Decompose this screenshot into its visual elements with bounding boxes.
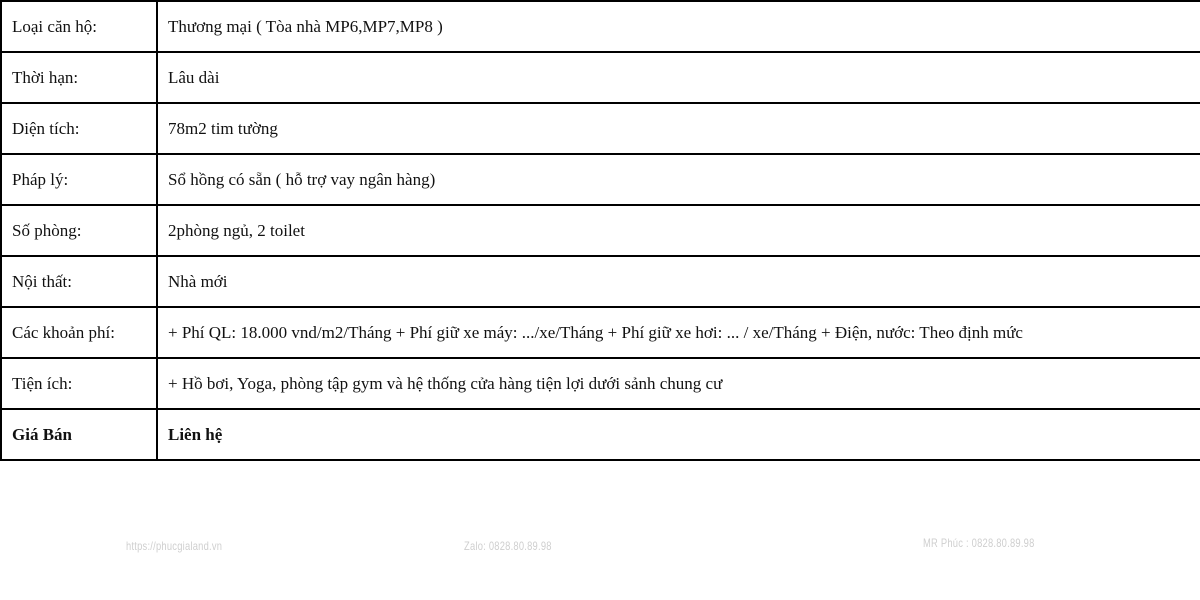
row-value: + Phí QL: 18.000 vnd/m2/Tháng + Phí giữ xe máy: .../xe/Tháng + Phí giữ xe hơi: ... / xe/Tháng + Điện, nước: Theo định mức: [157, 307, 1200, 358]
row-value: Thương mại ( Tòa nhà MP6,MP7,MP8 ): [157, 1, 1200, 52]
table-row-amenities: [1, 358, 1200, 409]
row-value: Liên hệ: [157, 409, 1200, 460]
table-row-fees: [1, 307, 1200, 358]
row-value: Lâu dài: [157, 52, 1200, 103]
row-label: Giá Bán: [1, 409, 157, 460]
zalo-watermark: Zalo: 0828.80.89.98: [464, 539, 552, 553]
row-label: Số phòng:: [1, 205, 157, 256]
table-row-apartment-type: [1, 1, 1200, 52]
row-label: Tiện ích:: [1, 358, 157, 409]
row-value: Nhà mới: [157, 256, 1200, 307]
row-value: Sổ hồng có sẵn ( hỗ trợ vay ngân hàng): [157, 154, 1200, 205]
table-row-legal: [1, 154, 1200, 205]
contact-watermark: MR Phúc : 0828.80.89.98: [923, 536, 1035, 550]
row-label: Pháp lý:: [1, 154, 157, 205]
row-label: Diện tích:: [1, 103, 157, 154]
watermark-strip: [0, 536, 1200, 560]
row-value: + Hồ bơi, Yoga, phòng tập gym và hệ thống cửa hàng tiện lợi dưới sảnh chung cư: [157, 358, 1200, 409]
table-row-price: [1, 409, 1200, 460]
table-row-area: [1, 103, 1200, 154]
row-label: Thời hạn:: [1, 52, 157, 103]
row-value: 78m2 tim tường: [157, 103, 1200, 154]
website-watermark: https://phucgialand.vn: [126, 539, 223, 553]
table-row-term: [1, 52, 1200, 103]
table-row-furniture: [1, 256, 1200, 307]
row-label: Loại căn hộ:: [1, 1, 157, 52]
row-label: Nội thất:: [1, 256, 157, 307]
row-label: Các khoản phí:: [1, 307, 157, 358]
row-value: 2phòng ngủ, 2 toilet: [157, 205, 1200, 256]
table-row-rooms: [1, 205, 1200, 256]
